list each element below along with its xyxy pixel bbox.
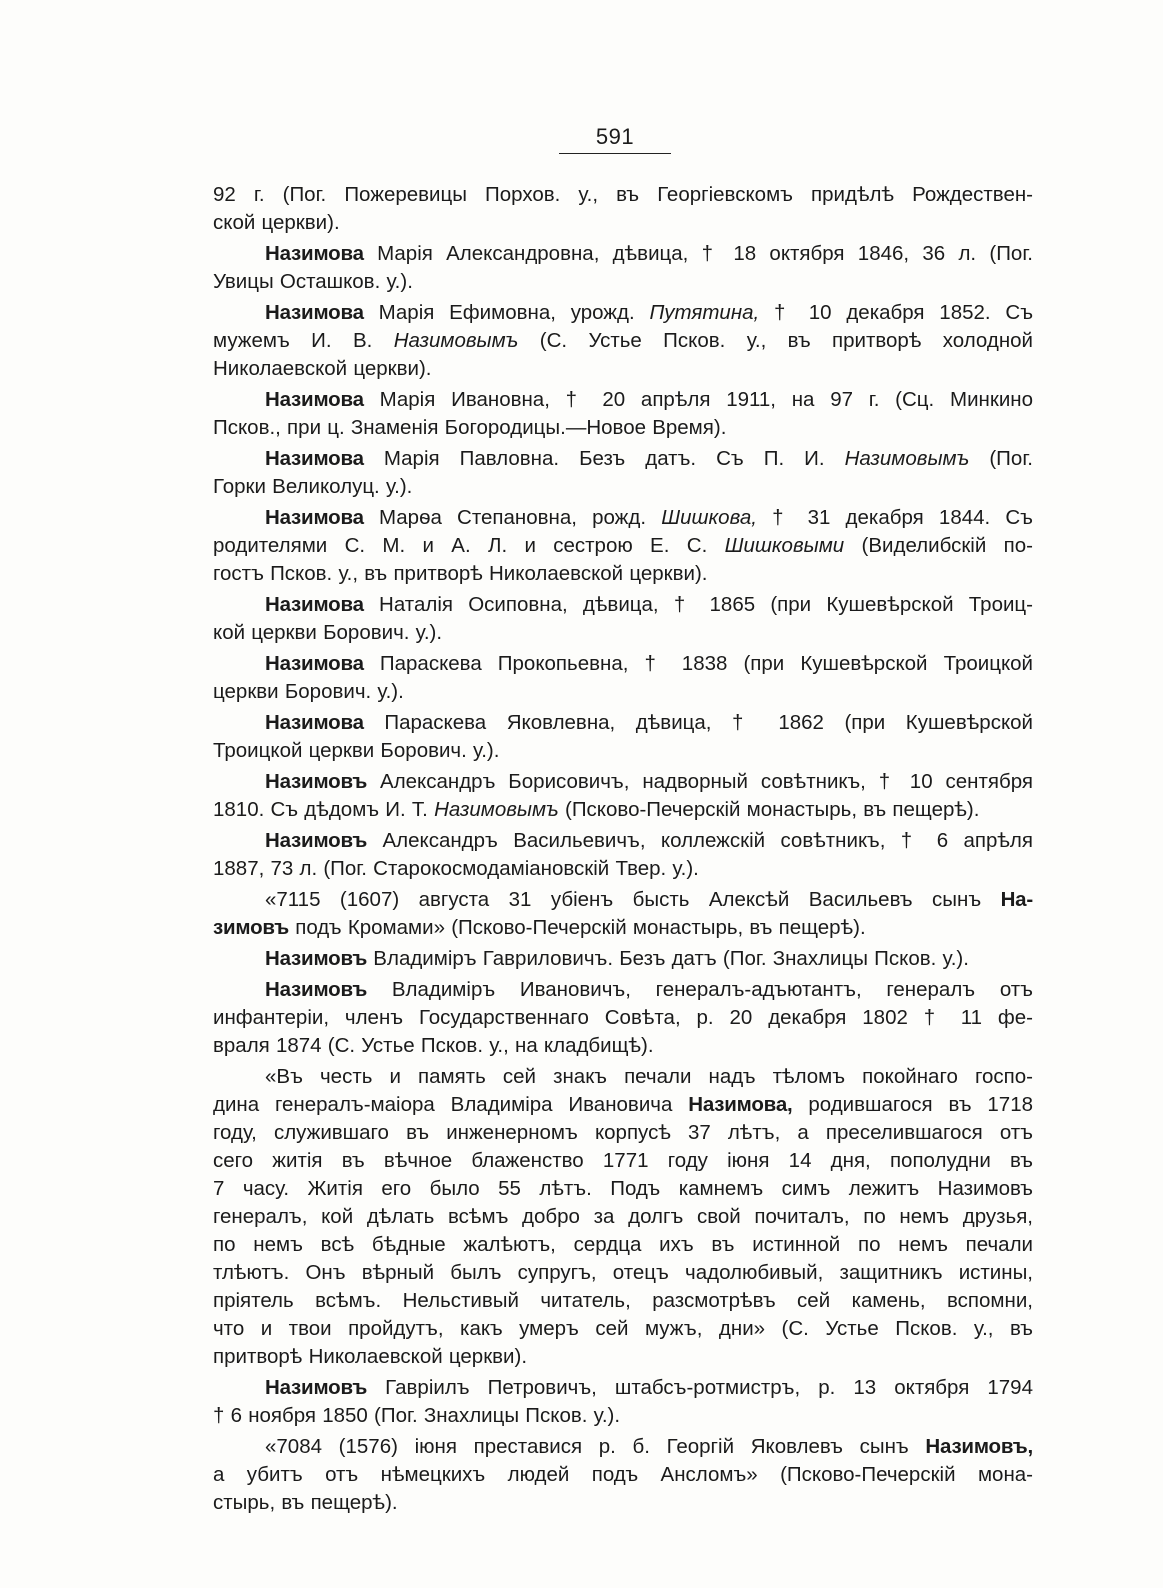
entry-paragraph [213,1063,1033,1371]
text-line [213,1004,1033,1032]
text-line [213,1343,1033,1371]
surname-heading: Назимова, [688,1093,793,1116]
text-line [213,768,1033,796]
entry-paragraph [213,386,1033,442]
text-line [213,1231,1033,1259]
text-line [213,737,1033,765]
line-text: (Виделибскій по- [844,534,1033,557]
line-text: † 6 ноября 1850 (Пог. Знахлицы Псков. у.). [213,1404,621,1427]
italic-name: Путятина, [649,301,760,324]
line-text: генералъ, кой дѣлать всѣмъ добро за долгъ свой почиталъ, по немъ друзья, [213,1205,1033,1228]
entry-paragraph [213,945,1033,973]
text-line [213,709,1033,737]
entry-paragraph [213,181,1033,237]
italic-name: Назимовымъ [434,798,559,821]
entry-paragraph [213,976,1033,1060]
entry-paragraph [213,1374,1033,1430]
line-text: 1887, 73 л. (Пог. Старокосмодаміановскій Твер. у.). [213,857,699,880]
surname-heading: Назимова [265,242,364,265]
surname-heading: Назимовъ [265,1376,368,1399]
surname-heading: зимовъ [213,916,290,939]
line-text: пріятель всѣмъ. Нельстивый читатель, разсмотрѣвъ сей камень, вспомни, [213,1289,1033,1312]
text-line [213,1175,1033,1203]
line-text: Александръ Васильевичъ, коллежскій совѣтникъ, † 6 апрѣля [367,829,1033,852]
surname-heading: Назимовъ [265,829,368,852]
surname-heading: На- [1000,888,1033,911]
line-text: родившагося въ 1718 [792,1093,1033,1116]
surname-heading: Назимовъ [265,770,368,793]
line-text: году, служившаго въ инженерномъ корпусѣ 37 лѣтъ, а преселившагося отъ [213,1121,1033,1144]
text-line [213,976,1033,1004]
entry-paragraph [213,1433,1033,1517]
line-text: «7115 (1607) августа 31 убіенъ бысть Алексѣй Васильевъ сынъ [265,888,1001,911]
text-line [213,355,1033,383]
line-text: «7084 (1576) іюня преставися р. б. Георгій Яковлевъ сынъ [265,1435,926,1458]
page-number-rule [559,153,671,154]
surname-heading: Назимова [265,447,364,470]
text-line [213,1287,1033,1315]
line-text: Николаевской церкви). [213,357,432,380]
line-text: † 31 декабря 1844. Съ [756,506,1033,529]
surname-heading: Назимова [265,711,364,734]
line-text: Марія Александровна, дѣвица, † 18 октября 1846, 36 л. (Пог. [363,242,1033,265]
line-text: Марія Ефимовна, урожд. [363,301,650,324]
italic-name: Назимовымъ [393,329,519,352]
line-text: 7 часу. Житія его было 55 лѣтъ. Подъ камнемъ симъ лежитъ Назимовъ [213,1177,1033,1200]
text-line [213,1203,1033,1231]
line-text: Параскева Прокопьевна, † 1838 (при Кушевѣрской Троицкой [363,652,1033,675]
text-line [213,1461,1033,1489]
italic-name: Шишкова, [661,506,757,529]
entry-paragraph [213,709,1033,765]
line-text: Александръ Борисовичъ, надворный совѣтникъ, † 10 сентября [367,770,1033,793]
line-text: 1810. Съ дѣдомъ И. Т. [213,798,435,821]
line-text: церкви Борович. у.). [213,680,404,703]
text-line [213,327,1033,355]
line-text: что и твои пройдутъ, какъ умеръ сей мужъ, дни» (С. Устье Псков. у., въ [213,1317,1033,1340]
text-line [213,914,1033,942]
text-line [213,886,1033,914]
italic-name: Назимовымъ [844,447,970,470]
line-text: (Псково-Печерскій монастырь, въ пещерѣ). [558,798,980,821]
surname-heading: Назимовъ [265,947,368,970]
text-line [213,504,1033,532]
text-line [213,532,1033,560]
text-line [213,386,1033,414]
text-line [213,945,1033,973]
text-line [213,445,1033,473]
line-text: Гавріилъ Петровичъ, штабсъ-ротмистръ, р. 13 октября 1794 [367,1376,1033,1399]
line-text: враля 1874 (С. Устье Псков. у., на кладбищѣ). [213,1034,654,1057]
line-text: родителями С. М. и А. Л. и сестрою Е. С. [213,534,725,557]
line-text: Троицкой церкви Борович. у.). [213,739,500,762]
text-line [213,591,1033,619]
surname-heading: Назимова [265,301,364,324]
page-number: 591 [595,124,635,149]
text-line [213,1032,1033,1060]
text-line [213,414,1033,442]
text-line [213,1433,1033,1461]
entry-paragraph [213,299,1033,383]
entry-paragraph [213,240,1033,296]
line-text: притворѣ Николаевской церкви). [213,1345,528,1368]
line-text: а убитъ отъ нѣмецкихъ людей подъ Ансломъ» (Псково-Печерскій мона- [213,1463,1033,1486]
text-line [213,1063,1033,1091]
text-line [213,619,1033,647]
text-body [213,178,1033,1517]
text-line [213,299,1033,327]
line-text: Горки Великолуц. у.). [213,475,413,498]
line-text: стырь, въ пещерѣ). [213,1491,398,1514]
surname-heading: Назимова [265,593,364,616]
line-text: Параскева Яковлевна, дѣвица, † 1862 (при Кушевѣрской [363,711,1033,734]
surname-heading: Назимова [265,388,364,411]
text-line [213,855,1033,883]
text-line [213,1147,1033,1175]
surname-heading: Назимовъ, [925,1435,1033,1458]
entry-paragraph [213,650,1033,706]
line-text: Наталія Осиповна, дѣвица, † 1865 (при Кушевѣрской Троиц- [363,593,1033,616]
text-line [213,181,1033,209]
line-text: Псков., при ц. Знаменія Богородицы.—Новое Время). [213,416,727,439]
line-text: гостъ Псков. у., въ притворѣ Николаевской церкви). [213,562,708,585]
text-line [213,560,1033,588]
text-line [213,796,1033,824]
entry-paragraph [213,445,1033,501]
text-line [213,240,1033,268]
text-line [213,209,1033,237]
line-text: 92 г. (Пог. Пожеревицы Порхов. у., въ Георгіевскомъ придѣлѣ Рождествен- [213,183,1033,206]
surname-heading: Назимова [265,652,364,675]
line-text: кой церкви Борович. у.). [213,621,443,644]
text-line [213,1091,1033,1119]
line-text: (Пог. [969,447,1033,470]
text-line [213,650,1033,678]
line-text: тлѣютъ. Онъ вѣрный былъ супругъ, отецъ чадолюбивый, защитникъ истины, [213,1261,1033,1284]
text-line [213,678,1033,706]
surname-heading: Назимовъ [265,978,368,1001]
line-text: инфантеріи, членъ Государственнаго Совѣта, р. 20 декабря 1802 † 11 фе- [213,1006,1033,1029]
line-text: по немъ всѣ бѣдные жалѣютъ, сердца ихъ въ истинной по немъ печали [213,1233,1033,1256]
text-line [213,1489,1033,1517]
entry-paragraph [213,768,1033,824]
line-text: Марія Павловна. Безъ датъ. Съ П. И. [363,447,845,470]
line-text: Владиміръ Ивановичъ, генералъ-адъютантъ, генералъ отъ [367,978,1033,1001]
text-line [213,473,1033,501]
line-text: Марѳа Степановна, рожд. [363,506,662,529]
entry-paragraph [213,886,1033,942]
line-text: подъ Кромами» (Псково-Печерскій монастырь, въ пещерѣ). [289,916,866,939]
line-text: † 10 декабря 1852. Съ [759,301,1033,324]
text-line [213,1402,1033,1430]
line-text: Владиміръ Гавриловичъ. Безъ датъ (Пог. Знахлицы Псков. у.). [367,947,969,970]
line-text: «Въ честь и память сей знакъ печали надъ тѣломъ покойнаго госпо- [265,1065,1033,1088]
entry-paragraph [213,827,1033,883]
line-text: мужемъ И. В. [213,329,394,352]
surname-heading: Назимова [265,506,364,529]
text-line [213,1374,1033,1402]
italic-name: Шишковыми [724,534,845,557]
text-line [213,1119,1033,1147]
text-line [213,1259,1033,1287]
line-text: Марія Ивановна, † 20 апрѣля 1911, на 97 г. (Сц. Минкино [363,388,1033,411]
entry-paragraph [213,504,1033,588]
line-text: ской церкви). [213,211,340,234]
line-text: дина генералъ-маіора Владиміра Ивановича [213,1093,689,1116]
text-line [213,827,1033,855]
line-text: Увицы Осташков. у.). [213,270,413,293]
line-text: сего житія въ вѣчное блаженство 1771 году іюня 14 дня, пополудни въ [213,1149,1033,1172]
entry-paragraph [213,591,1033,647]
text-line [213,1315,1033,1343]
line-text: (С. Устье Псков. у., въ притворѣ холодной [518,329,1033,352]
text-line [213,268,1033,296]
